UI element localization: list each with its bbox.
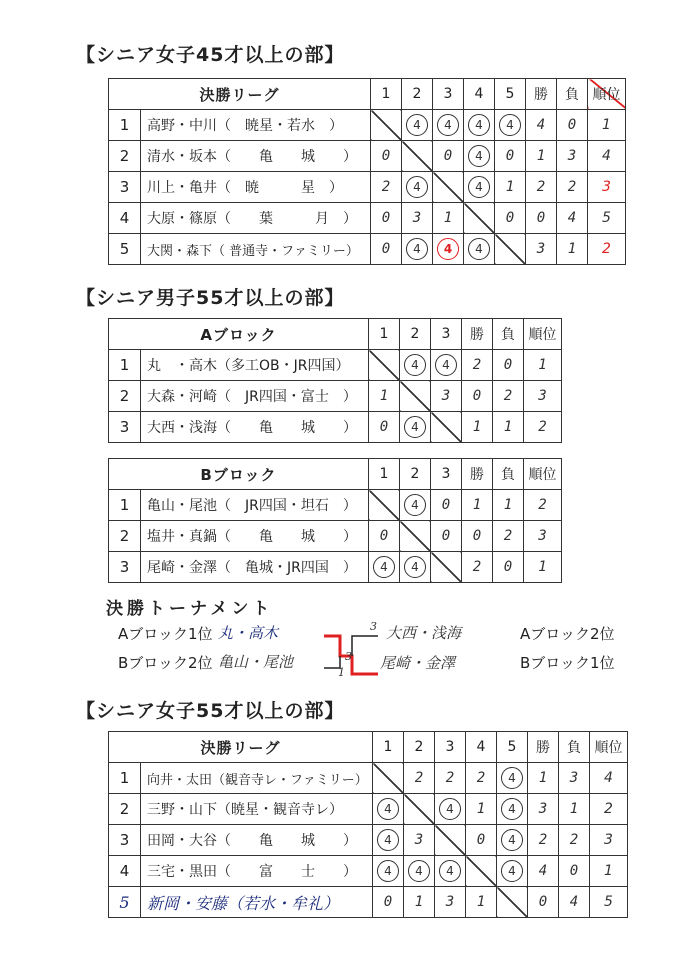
table-row bbox=[109, 412, 562, 443]
row-number: 2 bbox=[109, 141, 141, 172]
score-value: 4 bbox=[406, 238, 428, 260]
row-number: 1 bbox=[109, 110, 141, 141]
score-cell: 3 bbox=[404, 825, 435, 856]
header-col-2: 2 bbox=[400, 319, 431, 350]
row-number: 3 bbox=[109, 552, 141, 583]
header-col-4: 4 bbox=[466, 732, 497, 763]
wins-value: 2 bbox=[462, 350, 493, 381]
losses-value: 2 bbox=[557, 172, 588, 203]
row-number: 5 bbox=[109, 887, 141, 918]
score-cell bbox=[464, 141, 495, 172]
losses-value: 0 bbox=[559, 856, 590, 887]
score-value: 4 bbox=[404, 494, 426, 516]
losses-value: 3 bbox=[557, 141, 588, 172]
rank-value: 1 bbox=[588, 110, 626, 141]
score-cell bbox=[400, 412, 431, 443]
rank-value: 5 bbox=[590, 887, 628, 918]
header-rank: 順位 bbox=[590, 732, 628, 763]
tournament-a2-name: 大西・浅海 bbox=[386, 624, 462, 642]
team-name: 高野・中川（ 暁星・若水 ） bbox=[141, 110, 371, 141]
header-wins: 勝 bbox=[526, 79, 557, 110]
header-col-1: 1 bbox=[369, 319, 400, 350]
section-title-senior-women-55: 【シニア女子55才以上の部】 bbox=[76, 700, 345, 722]
header-col-1: 1 bbox=[371, 79, 402, 110]
wins-value: 4 bbox=[526, 110, 557, 141]
wins-value: 1 bbox=[528, 763, 559, 794]
score-value: 4 bbox=[406, 176, 428, 198]
header-losses: 負 bbox=[493, 319, 524, 350]
rank-value: 3 bbox=[588, 172, 626, 203]
header-col-3: 3 bbox=[431, 459, 462, 490]
score-value: 4 bbox=[404, 556, 426, 578]
score-cell bbox=[433, 234, 464, 265]
team-name: 三野・山下（暁星・観音寺レ） bbox=[141, 794, 373, 825]
losses-value: 1 bbox=[557, 234, 588, 265]
score-cell: 2 bbox=[466, 763, 497, 794]
row-number: 2 bbox=[109, 381, 141, 412]
score-cell: 0 bbox=[495, 203, 526, 234]
row-number: 1 bbox=[109, 763, 141, 794]
score-cell-self bbox=[371, 110, 402, 141]
rank-value: 1 bbox=[524, 350, 562, 381]
score-value: 4 bbox=[437, 114, 459, 136]
score-cell-self bbox=[402, 141, 433, 172]
score-cell-self bbox=[431, 412, 462, 443]
rank-value: 5 bbox=[588, 203, 626, 234]
score-cell bbox=[497, 856, 528, 887]
row-number: 1 bbox=[109, 490, 141, 521]
team-name: 丸 ・高木（多工OB・JR四国） bbox=[141, 350, 369, 381]
header-col-4: 4 bbox=[464, 79, 495, 110]
team-name: 亀山・尾池（ JR四国・坦石 ） bbox=[141, 490, 369, 521]
header-col-2: 2 bbox=[400, 459, 431, 490]
row-number: 2 bbox=[109, 794, 141, 825]
score-cell bbox=[464, 234, 495, 265]
rank-value: 2 bbox=[588, 234, 626, 265]
score-cell: 1 bbox=[495, 172, 526, 203]
row-number: 3 bbox=[109, 825, 141, 856]
score-cell bbox=[497, 825, 528, 856]
score-cell: 0 bbox=[369, 521, 400, 552]
score-cell: 1 bbox=[466, 794, 497, 825]
score-cell: 0 bbox=[373, 887, 404, 918]
table-row bbox=[109, 350, 562, 381]
row-number: 3 bbox=[109, 172, 141, 203]
losses-value: 2 bbox=[493, 381, 524, 412]
bracket-line bbox=[352, 636, 378, 656]
header-rank: 順位 bbox=[524, 319, 562, 350]
header-col-3: 3 bbox=[433, 79, 464, 110]
losses-value: 1 bbox=[559, 794, 590, 825]
score-cell bbox=[373, 794, 404, 825]
table-row bbox=[109, 887, 628, 918]
score-value: 4 bbox=[377, 798, 399, 820]
header-block-a: Aブロック bbox=[109, 319, 369, 350]
row-number: 5 bbox=[109, 234, 141, 265]
losses-value: 4 bbox=[559, 887, 590, 918]
section-title-senior-women-45: 【シニア女子45才以上の部】 bbox=[76, 44, 345, 66]
header-col-1: 1 bbox=[373, 732, 404, 763]
table-header bbox=[109, 732, 628, 763]
header-losses: 負 bbox=[557, 79, 588, 110]
losses-value: 0 bbox=[493, 350, 524, 381]
header-losses: 負 bbox=[559, 732, 590, 763]
team-name: 田岡・大谷（ 亀 城 ） bbox=[141, 825, 373, 856]
table-row bbox=[109, 110, 626, 141]
score-value: 4 bbox=[501, 829, 523, 851]
score-cell bbox=[402, 234, 433, 265]
header-col-1: 1 bbox=[369, 459, 400, 490]
team-name: 向井・太田（観音寺レ・ファミリー） bbox=[141, 763, 373, 794]
score-value: 4 bbox=[406, 114, 428, 136]
header-final-league: 決勝リーグ bbox=[109, 732, 373, 763]
score-cell: 1 bbox=[369, 381, 400, 412]
score-cell bbox=[373, 856, 404, 887]
header-col-2: 2 bbox=[404, 732, 435, 763]
score-value: 4 bbox=[404, 354, 426, 376]
team-name: 大関・森下（ 普通寺・ファミリー） bbox=[141, 234, 371, 265]
losses-value: 0 bbox=[493, 552, 524, 583]
bracket-score: 1 bbox=[338, 666, 345, 679]
table-row bbox=[109, 490, 562, 521]
tournament-title: 決勝トーナメント bbox=[106, 599, 274, 619]
score-cell: 0 bbox=[371, 203, 402, 234]
header-col-3: 3 bbox=[435, 732, 466, 763]
rank-value: 2 bbox=[524, 490, 562, 521]
score-cell bbox=[400, 552, 431, 583]
score-cell: 0 bbox=[371, 141, 402, 172]
wins-value: 0 bbox=[462, 521, 493, 552]
row-number: 4 bbox=[109, 856, 141, 887]
table-row bbox=[109, 856, 628, 887]
score-cell: 0 bbox=[495, 141, 526, 172]
rank-value: 2 bbox=[524, 412, 562, 443]
wins-value: 0 bbox=[462, 381, 493, 412]
score-value: 4 bbox=[468, 238, 490, 260]
score-cell: 0 bbox=[371, 234, 402, 265]
row-number: 2 bbox=[109, 521, 141, 552]
score-cell-self bbox=[495, 234, 526, 265]
score-value: 4 bbox=[468, 176, 490, 198]
score-value: 4 bbox=[437, 238, 459, 260]
losses-value: 1 bbox=[493, 490, 524, 521]
score-cell: 2 bbox=[435, 763, 466, 794]
score-cell bbox=[435, 794, 466, 825]
score-cell bbox=[495, 110, 526, 141]
wins-value: 4 bbox=[528, 856, 559, 887]
header-rank: 順位 bbox=[524, 459, 562, 490]
losses-value: 1 bbox=[493, 412, 524, 443]
score-value: 4 bbox=[377, 829, 399, 851]
header-losses: 負 bbox=[493, 459, 524, 490]
losses-value: 4 bbox=[557, 203, 588, 234]
score-cell: 3 bbox=[402, 203, 433, 234]
score-cell-self bbox=[433, 172, 464, 203]
table-header bbox=[109, 319, 562, 350]
row-number: 3 bbox=[109, 412, 141, 443]
header-col-5: 5 bbox=[497, 732, 528, 763]
wins-value: 2 bbox=[462, 552, 493, 583]
tournament-b1-label: Bブロック1位 bbox=[520, 654, 615, 672]
team-name: 三宅・黒田（ 富 士 ） bbox=[141, 856, 373, 887]
wins-value: 3 bbox=[526, 234, 557, 265]
score-value: 4 bbox=[468, 114, 490, 136]
team-name: 新岡・安藤（若水・牟礼） bbox=[141, 887, 373, 918]
league-table-women-55 bbox=[108, 731, 628, 918]
section-title-senior-men-55: 【シニア男子55才以上の部】 bbox=[76, 287, 345, 309]
wins-value: 1 bbox=[462, 412, 493, 443]
score-cell-self bbox=[369, 350, 400, 381]
table-row bbox=[109, 172, 626, 203]
score-cell: 1 bbox=[466, 887, 497, 918]
score-value: 4 bbox=[439, 860, 461, 882]
header-final-league: 決勝リーグ bbox=[109, 79, 371, 110]
team-name: 大原・篠原（ 葉 月 ） bbox=[141, 203, 371, 234]
score-value: 4 bbox=[501, 798, 523, 820]
score-cell bbox=[433, 110, 464, 141]
block-a-table bbox=[108, 318, 562, 443]
wins-value: 1 bbox=[526, 141, 557, 172]
rank-value: 3 bbox=[524, 521, 562, 552]
score-cell: 2 bbox=[404, 763, 435, 794]
score-cell bbox=[464, 172, 495, 203]
score-cell-self bbox=[369, 490, 400, 521]
wins-value: 0 bbox=[526, 203, 557, 234]
league-table-women-45 bbox=[108, 78, 626, 265]
score-cell bbox=[373, 825, 404, 856]
table-header bbox=[109, 459, 562, 490]
wins-value: 3 bbox=[528, 794, 559, 825]
score-cell-self bbox=[497, 887, 528, 918]
row-number: 1 bbox=[109, 350, 141, 381]
tournament-b1-name: 尾崎・金澤 bbox=[380, 654, 456, 672]
score-value: 4 bbox=[408, 860, 430, 882]
score-value: 4 bbox=[404, 416, 426, 438]
score-cell: 0 bbox=[431, 490, 462, 521]
rank-value: 4 bbox=[588, 141, 626, 172]
score-cell bbox=[431, 350, 462, 381]
score-cell bbox=[400, 350, 431, 381]
score-cell-self bbox=[373, 763, 404, 794]
bracket-score: 3 bbox=[370, 620, 377, 633]
score-cell bbox=[497, 763, 528, 794]
header-wins: 勝 bbox=[462, 459, 493, 490]
score-cell bbox=[404, 856, 435, 887]
team-name: 川上・亀井（ 暁 星 ） bbox=[141, 172, 371, 203]
header-rank: 順位 bbox=[588, 79, 626, 110]
score-value: 4 bbox=[468, 145, 490, 167]
score-cell: 0 bbox=[433, 141, 464, 172]
score-value: 4 bbox=[499, 114, 521, 136]
header-col-2: 2 bbox=[402, 79, 433, 110]
score-cell bbox=[435, 856, 466, 887]
team-name: 塩井・真鍋（ 亀 城 ） bbox=[141, 521, 369, 552]
rank-value: 2 bbox=[590, 794, 628, 825]
tournament-b2-name: 亀山・尾池 bbox=[218, 653, 294, 671]
bracket-score: 3 bbox=[345, 650, 352, 663]
wins-value: 2 bbox=[528, 825, 559, 856]
score-cell: 1 bbox=[433, 203, 464, 234]
score-cell bbox=[402, 110, 433, 141]
header-wins: 勝 bbox=[462, 319, 493, 350]
table-row bbox=[109, 203, 626, 234]
rank-value: 3 bbox=[524, 381, 562, 412]
score-value: 4 bbox=[373, 556, 395, 578]
header-wins: 勝 bbox=[528, 732, 559, 763]
score-value: 4 bbox=[501, 860, 523, 882]
losses-value: 2 bbox=[493, 521, 524, 552]
table-row bbox=[109, 552, 562, 583]
rank-value: 4 bbox=[590, 763, 628, 794]
tournament-a2-label: Aブロック2位 bbox=[520, 625, 615, 643]
score-value: 4 bbox=[439, 798, 461, 820]
score-cell: 0 bbox=[466, 825, 497, 856]
score-value: 4 bbox=[377, 860, 399, 882]
header-block-b: Bブロック bbox=[109, 459, 369, 490]
losses-value: 2 bbox=[559, 825, 590, 856]
table-row bbox=[109, 825, 628, 856]
tournament-a1-name: 丸・高木 bbox=[218, 624, 279, 642]
table-row bbox=[109, 763, 628, 794]
score-value: 4 bbox=[435, 354, 457, 376]
table-row bbox=[109, 141, 626, 172]
wins-value: 0 bbox=[528, 887, 559, 918]
rank-value: 3 bbox=[590, 825, 628, 856]
block-b-table bbox=[108, 458, 562, 583]
tournament-b2-label: Bブロック2位 bbox=[118, 654, 213, 672]
score-cell bbox=[464, 110, 495, 141]
score-cell-self bbox=[431, 552, 462, 583]
score-cell bbox=[400, 490, 431, 521]
losses-value: 0 bbox=[557, 110, 588, 141]
wins-value: 2 bbox=[526, 172, 557, 203]
score-cell-self bbox=[400, 381, 431, 412]
team-name: 尾崎・金澤（ 亀城・JR四国 ） bbox=[141, 552, 369, 583]
team-name: 清水・坂本（ 亀 城 ） bbox=[141, 141, 371, 172]
score-cell: 2 bbox=[371, 172, 402, 203]
score-cell: 1 bbox=[404, 887, 435, 918]
table-row bbox=[109, 521, 562, 552]
rank-value: 1 bbox=[524, 552, 562, 583]
score-cell-self bbox=[466, 856, 497, 887]
wins-value: 1 bbox=[462, 490, 493, 521]
losses-value: 3 bbox=[559, 763, 590, 794]
score-cell-self bbox=[435, 825, 466, 856]
table-row bbox=[109, 381, 562, 412]
row-number: 4 bbox=[109, 203, 141, 234]
score-cell bbox=[402, 172, 433, 203]
team-name: 大森・河崎（ JR四国・富士 ） bbox=[141, 381, 369, 412]
score-cell: 3 bbox=[431, 381, 462, 412]
score-cell: 0 bbox=[369, 412, 400, 443]
score-cell bbox=[497, 794, 528, 825]
score-cell bbox=[369, 552, 400, 583]
score-cell-self bbox=[404, 794, 435, 825]
table-row bbox=[109, 794, 628, 825]
score-cell-self bbox=[464, 203, 495, 234]
team-name: 大西・浅海（ 亀 城 ） bbox=[141, 412, 369, 443]
score-cell: 3 bbox=[435, 887, 466, 918]
score-cell: 0 bbox=[431, 521, 462, 552]
header-col-3: 3 bbox=[431, 319, 462, 350]
table-header bbox=[109, 79, 626, 110]
score-value: 4 bbox=[501, 767, 523, 789]
header-col-5: 5 bbox=[495, 79, 526, 110]
table-row bbox=[109, 234, 626, 265]
tournament-a1-label: Aブロック1位 bbox=[118, 625, 213, 643]
rank-value: 1 bbox=[590, 856, 628, 887]
score-cell-self bbox=[400, 521, 431, 552]
